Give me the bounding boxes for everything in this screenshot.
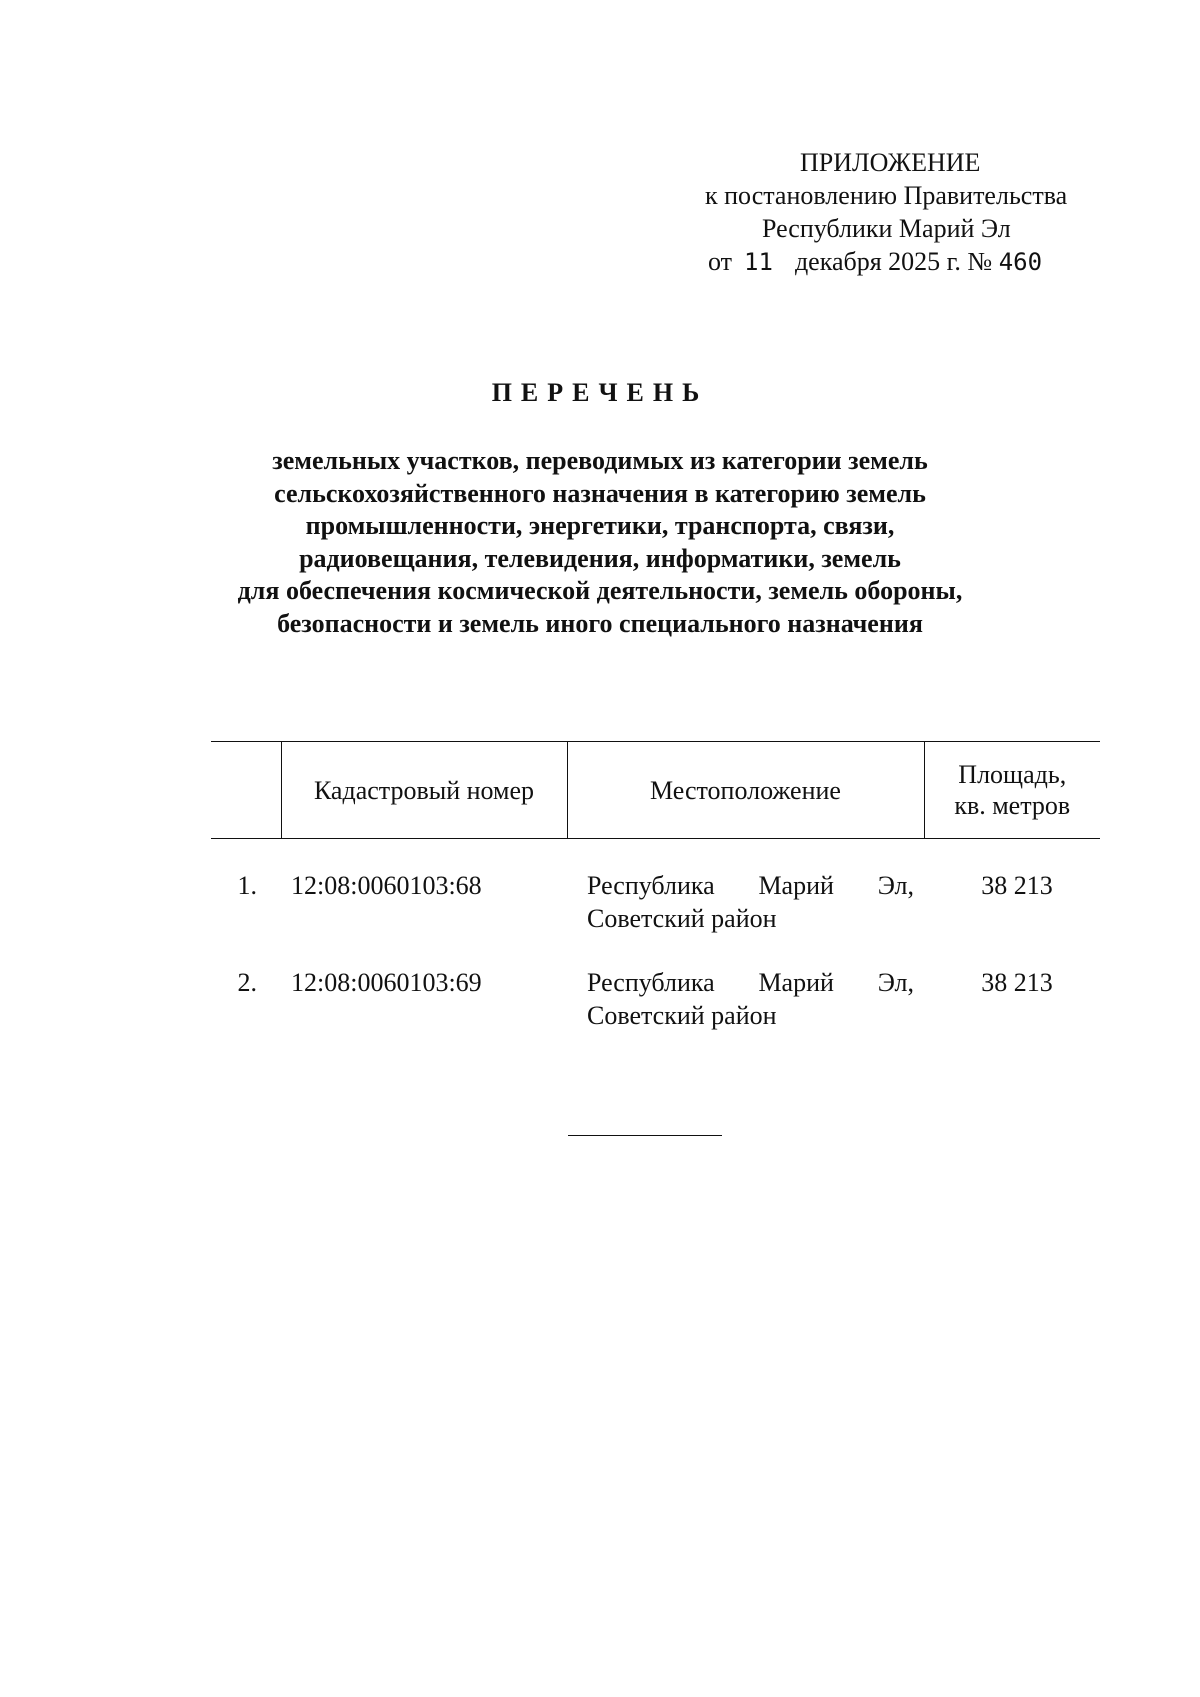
land-plots-table (211, 741, 1100, 1032)
location-line1 (587, 869, 914, 902)
location-word: Эл, (877, 871, 914, 900)
location-word: Марий (758, 871, 834, 900)
header-cadastral-number: Кадастровый номер (281, 742, 567, 839)
location-line1 (587, 966, 914, 999)
location-cell (567, 935, 924, 1032)
appendix-date-line (700, 245, 1100, 279)
header-number (211, 742, 281, 839)
row-number: 2. (237, 968, 257, 997)
location-line2: Советский район (587, 904, 777, 933)
resolution-number: 460 (998, 248, 1043, 276)
end-divider (568, 1135, 722, 1136)
header-area (924, 742, 1100, 839)
area-value: 38 213 (981, 968, 1053, 997)
location-word: Марий (758, 968, 834, 997)
row-number: 1. (237, 871, 257, 900)
subtitle-line: безопасности и земель иного специального назначения (277, 608, 923, 638)
location-cell (567, 839, 924, 936)
appendix-resolution-line: к постановлению Правительства (705, 181, 1068, 210)
document-title: ПЕРЕЧЕНЬ (491, 378, 709, 407)
location-line2: Советский район (587, 1001, 777, 1030)
header-area-line1: Площадь, (958, 760, 1067, 789)
cadastral-number: 12:08:0060103:68 (291, 871, 482, 900)
date-day: 11 (744, 248, 773, 276)
table-row (211, 839, 1100, 936)
subtitle-line: для обеспечения космической деятельности, земель обороны, (237, 576, 963, 605)
cadastral-number: 12:08:0060103:69 (291, 968, 482, 997)
subtitle-line: промышленности, энергетики, транспорта, связи, (305, 511, 895, 540)
subtitle-line: радиовещания, телевидения, информатики, земель (299, 543, 901, 573)
header-location: Местоположение (567, 742, 924, 839)
document-subtitle (0, 445, 1200, 640)
area-value: 38 213 (981, 871, 1053, 900)
appendix-block (700, 146, 1100, 279)
table-header-row (211, 742, 1100, 839)
location-word: Эл, (877, 968, 914, 997)
location-word: Республика (587, 871, 715, 900)
date-rest: декабря 2025 г. № (794, 247, 993, 276)
appendix-government-line: Республики Марий Эл (762, 214, 1011, 243)
subtitle-line: сельскохозяйственного назначения в категорию земель (274, 478, 926, 508)
subtitle-line: земельных участков, переводимых из категории земель (272, 446, 928, 475)
header-area-line2: кв. метров (954, 791, 1071, 820)
appendix-heading: ПРИЛОЖЕНИЕ (800, 148, 981, 177)
location-word: Республика (587, 968, 715, 997)
date-prefix: от (708, 247, 733, 276)
table-row (211, 935, 1100, 1032)
